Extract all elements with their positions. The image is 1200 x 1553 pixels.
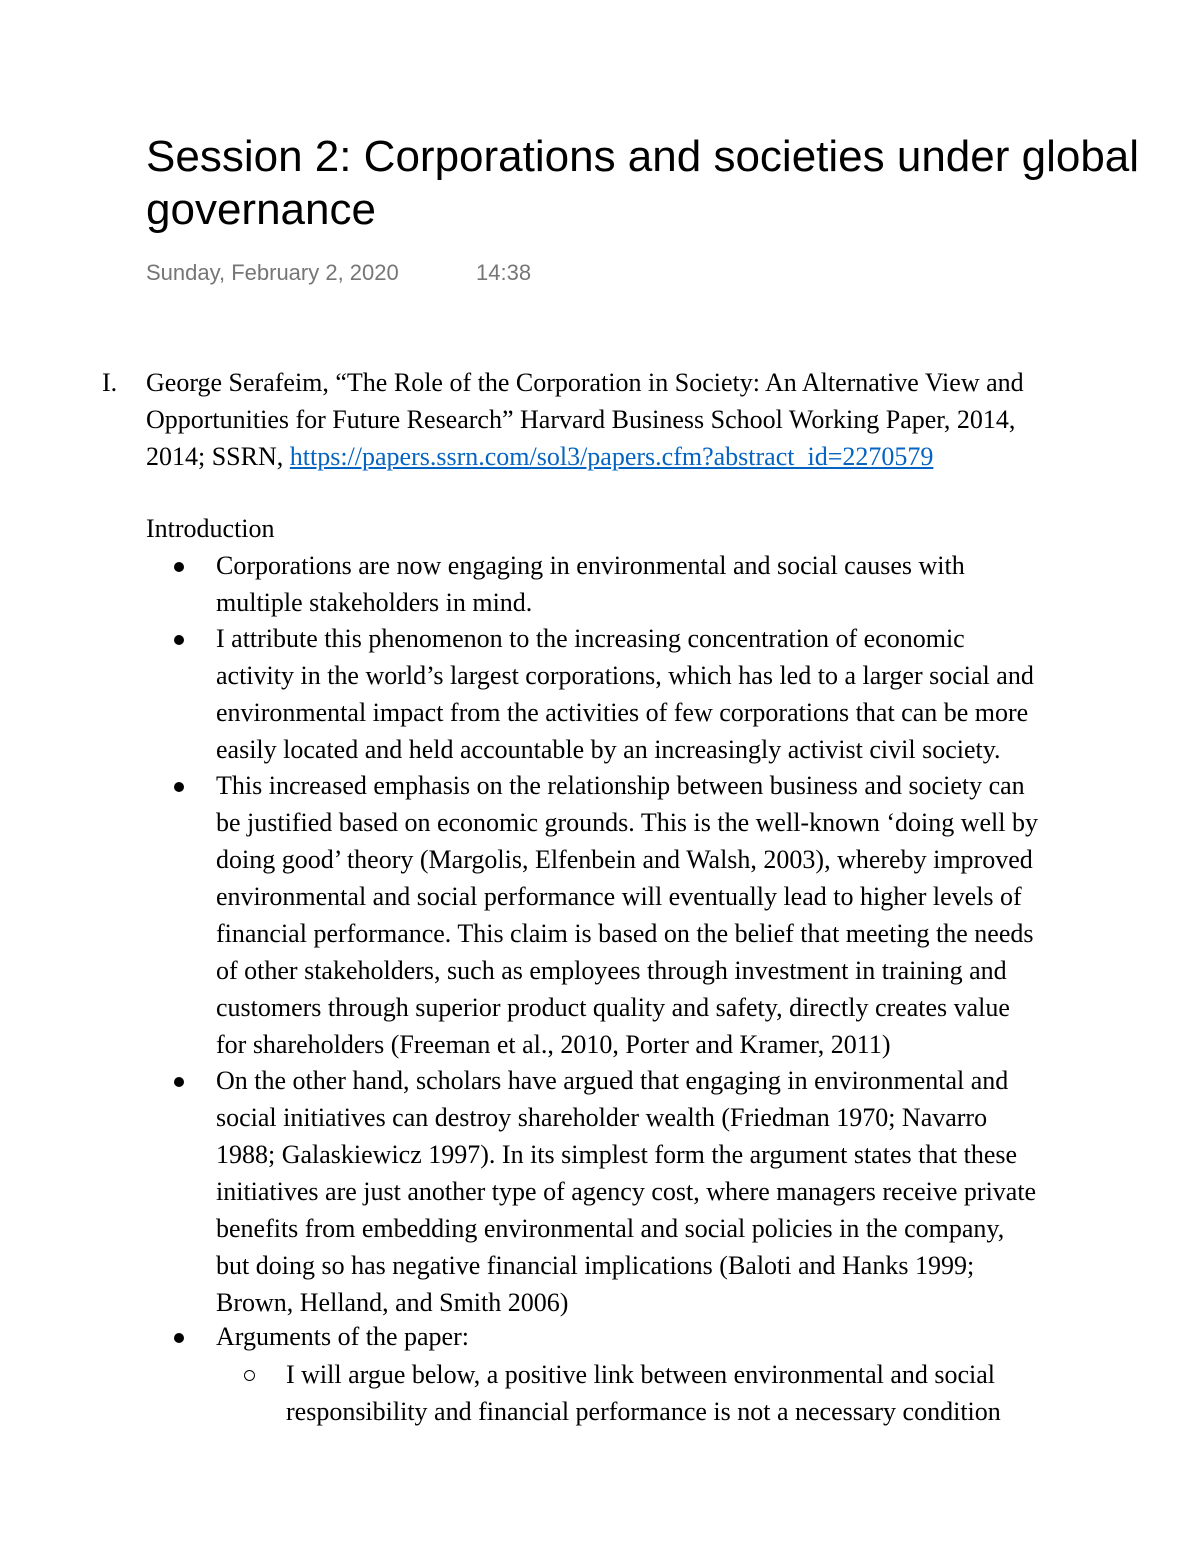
list-item bbox=[216, 1062, 1036, 1321]
sub-list-item-line: responsibility and financial performance is not a necessary condition bbox=[286, 1397, 1001, 1426]
page-title bbox=[146, 130, 1200, 236]
page-title-line-2: governance bbox=[146, 185, 376, 234]
list-item-line: Brown, Helland, and Smith 2006) bbox=[216, 1288, 569, 1317]
section-heading-introduction: Introduction bbox=[146, 514, 275, 543]
list-item-line: Arguments of the paper: bbox=[216, 1322, 469, 1351]
hollow-bullet-icon bbox=[244, 1370, 255, 1381]
list-item-line: environmental impact from the activities of few corporations that can be more bbox=[216, 698, 1029, 727]
page-time: 14:38 bbox=[476, 260, 532, 285]
reference-entry bbox=[146, 364, 1024, 475]
list-item-line: but doing so has negative financial implications (Baloti and Hanks 1999; bbox=[216, 1251, 975, 1280]
page-timestamp bbox=[146, 258, 532, 288]
ssrn-link[interactable]: https://papers.ssrn.com/sol3/papers.cfm?abstract_id=2270579 bbox=[289, 442, 934, 471]
bullet-icon bbox=[174, 635, 184, 645]
list-item-line: I attribute this phenomenon to the increasing concentration of economic bbox=[216, 624, 965, 653]
list-item-line: environmental and social performance will eventually lead to higher levels of bbox=[216, 882, 1022, 911]
list-item-line: On the other hand, scholars have argued that engaging in environmental and bbox=[216, 1066, 1009, 1095]
list-item-line: multiple stakeholders in mind. bbox=[216, 588, 533, 617]
bullet-icon bbox=[174, 1333, 184, 1343]
list-item-line: be justified based on economic grounds. This is the well-known ‘doing well by bbox=[216, 808, 1038, 837]
list-item-line: Corporations are now engaging in environmental and social causes with bbox=[216, 551, 965, 580]
list-item bbox=[216, 620, 1034, 768]
reference-roman-numeral: I. bbox=[102, 368, 118, 397]
reference-line-3 bbox=[146, 438, 1024, 475]
list-item bbox=[216, 547, 965, 621]
reference-line-2: Opportunities for Future Research” Harvard Business School Working Paper, 2014, bbox=[146, 405, 1016, 434]
bullet-icon bbox=[174, 562, 184, 572]
list-item-line: activity in the world’s largest corporations, which has led to a larger social and bbox=[216, 661, 1034, 690]
page-title-line-1: Session 2: Corporations and societies under global bbox=[146, 132, 1140, 181]
reference-ssrn-label: 2014; SSRN, bbox=[146, 442, 290, 471]
sub-list-item-line: I will argue below, a positive link between environmental and social bbox=[286, 1360, 996, 1389]
page-date: Sunday, February 2, 2020 bbox=[146, 260, 399, 285]
list-item-line: initiatives are just another type of agency cost, where managers receive private bbox=[216, 1177, 1037, 1206]
list-item-line: financial performance. This claim is based on the belief that meeting the needs bbox=[216, 919, 1034, 948]
list-item bbox=[216, 1318, 469, 1355]
reference-line-1: George Serafeim, “The Role of the Corporation in Society: An Alternative View and bbox=[146, 368, 1024, 397]
list-item-line: 1988; Galaskiewicz 1997). In its simplest form the argument states that these bbox=[216, 1140, 1018, 1169]
list-item-line: social initiatives can destroy shareholder wealth (Friedman 1970; Navarro bbox=[216, 1103, 988, 1132]
list-item-line: customers through superior product quality and safety, directly creates value bbox=[216, 993, 1010, 1022]
list-item-line: easily located and held accountable by an increasingly activist civil society. bbox=[216, 735, 1001, 764]
list-item-line: doing good’ theory (Margolis, Elfenbein and Walsh, 2003), whereby improved bbox=[216, 845, 1033, 874]
sub-list-item bbox=[286, 1356, 1001, 1430]
list-item-line: This increased emphasis on the relationship between business and society can bbox=[216, 771, 1025, 800]
list-item-line: benefits from embedding environmental and social policies in the company, bbox=[216, 1214, 1005, 1243]
list-item-line: for shareholders (Freeman et al., 2010, Porter and Kramer, 2011) bbox=[216, 1030, 891, 1059]
list-item bbox=[216, 767, 1038, 1063]
bullet-icon bbox=[174, 1077, 184, 1087]
bullet-icon bbox=[174, 782, 184, 792]
list-item-line: of other stakeholders, such as employees through investment in training and bbox=[216, 956, 1007, 985]
